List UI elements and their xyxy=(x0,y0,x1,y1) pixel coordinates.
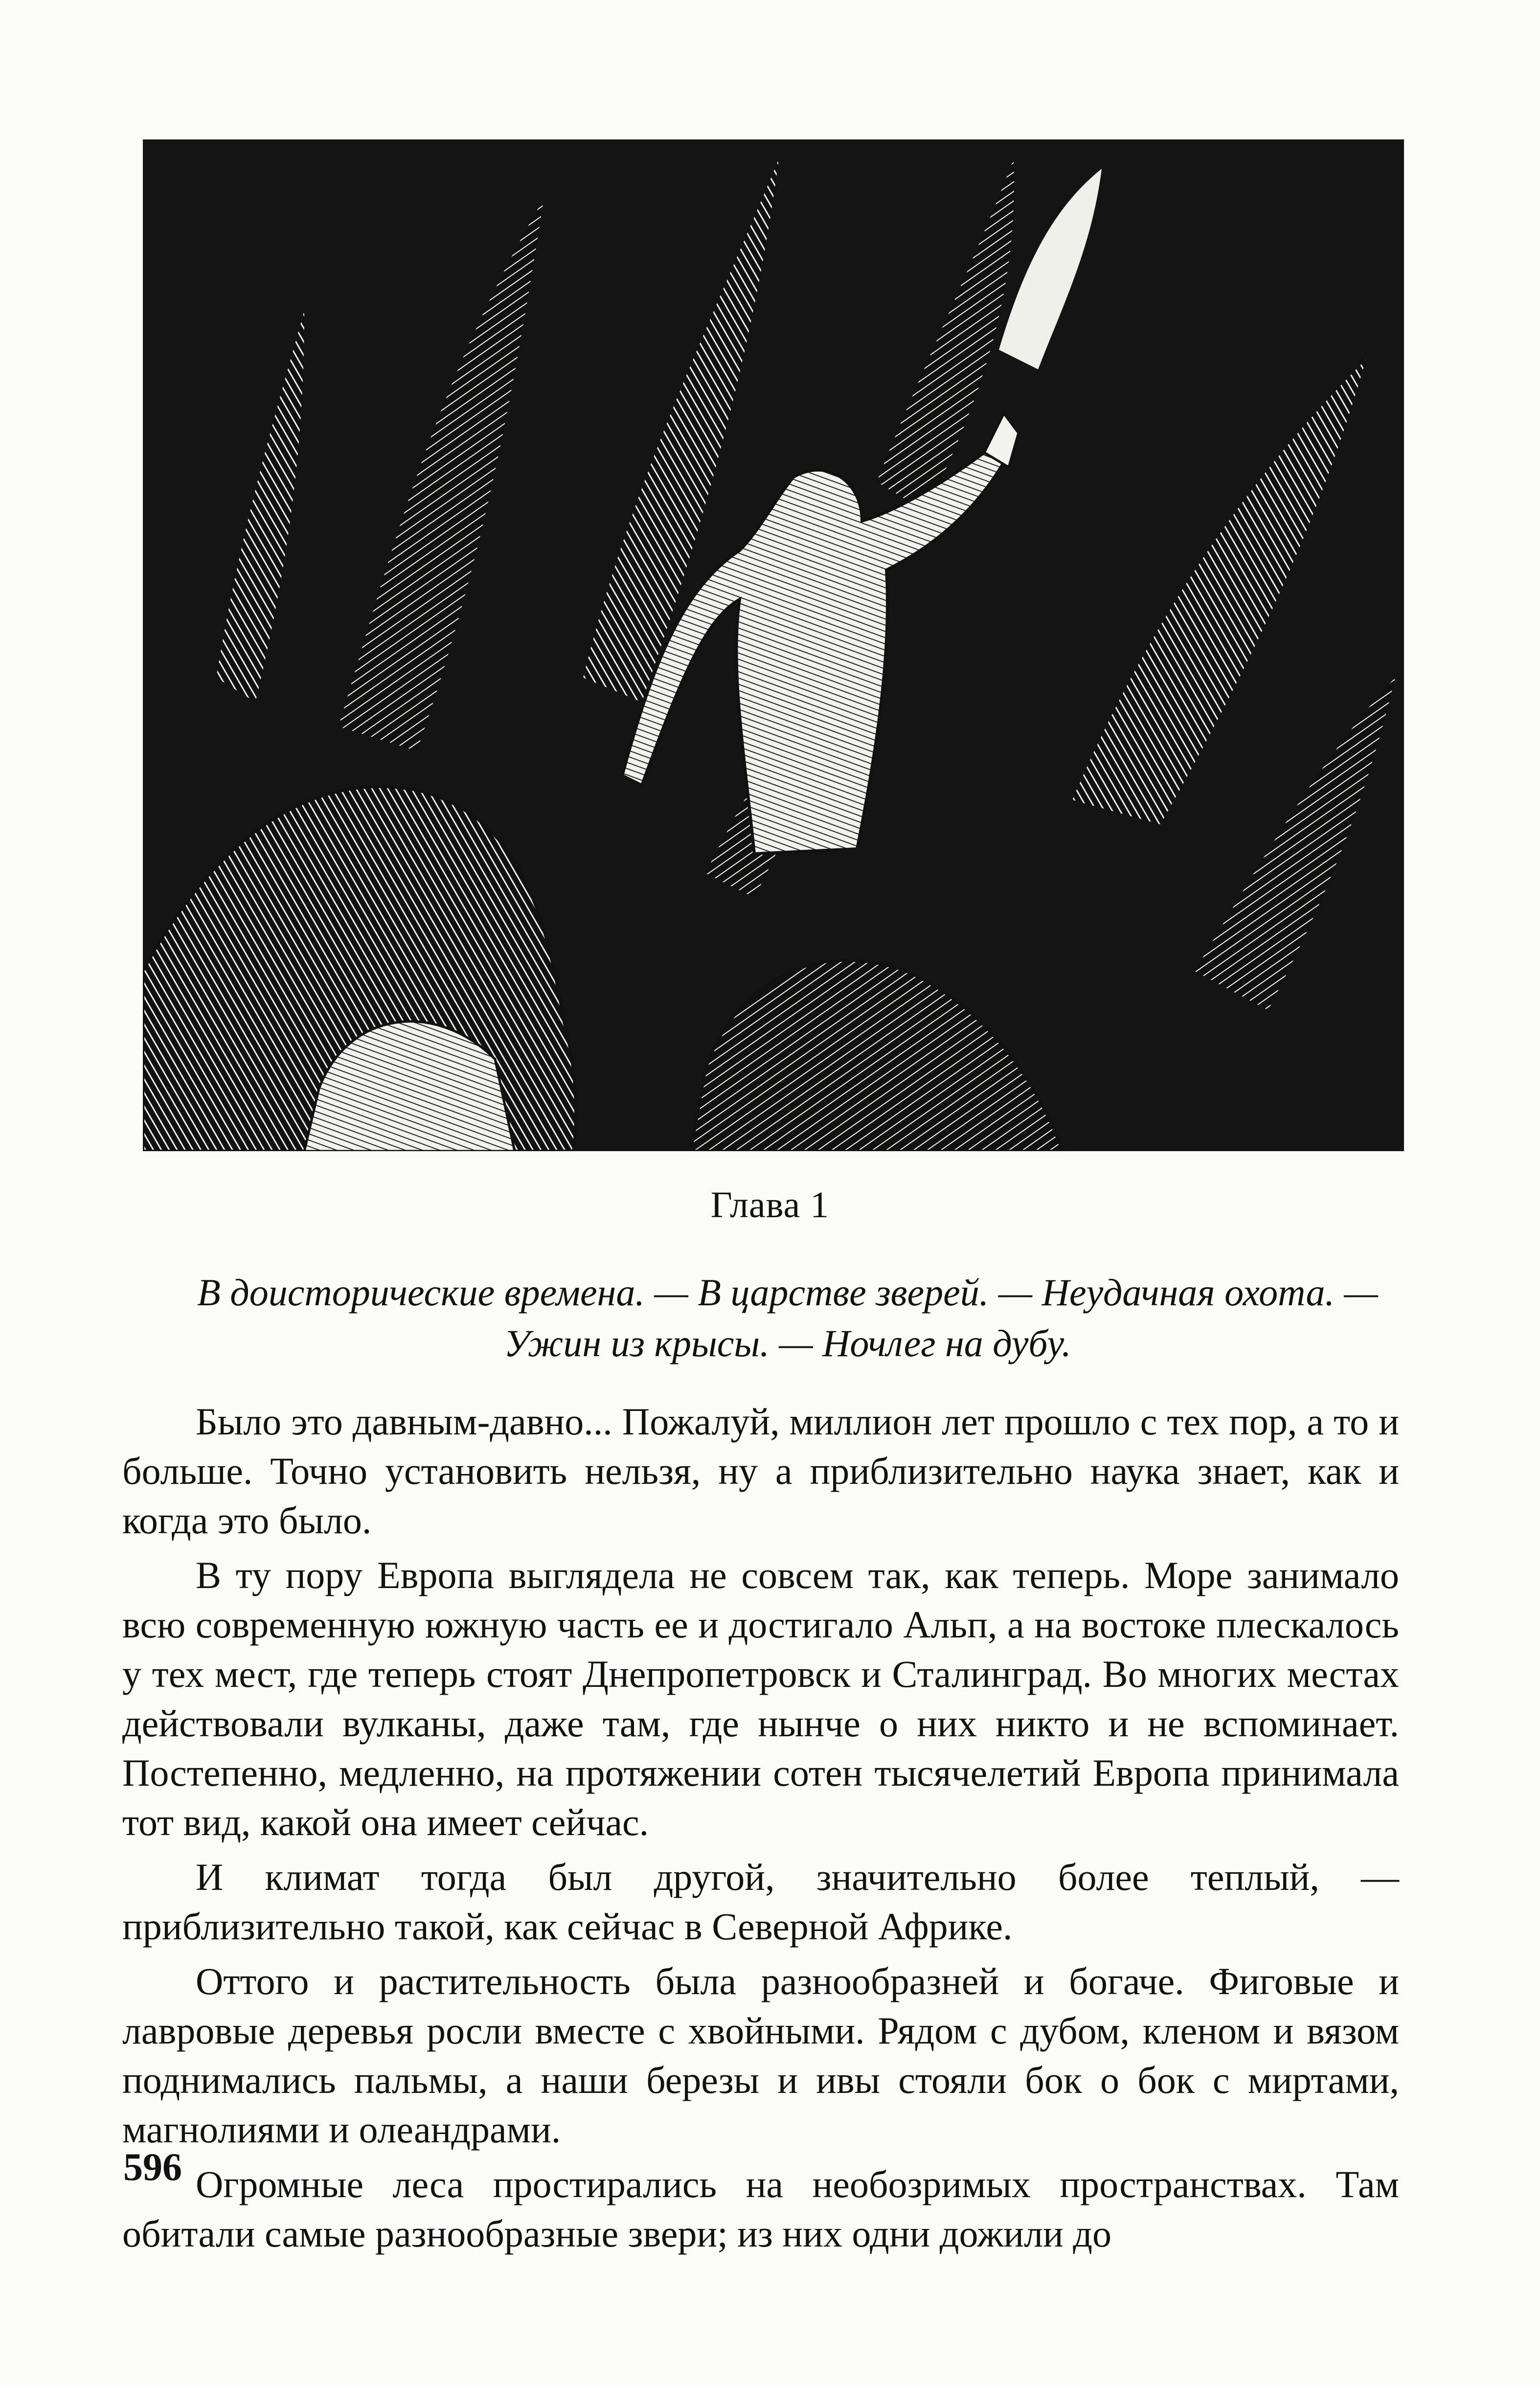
paragraph: И климат тогда был другой, значительно более теплый, — приблизительно такой, как сейчас в Северной Африке. xyxy=(122,1856,1399,1948)
chapter-heading: Глава 1 xyxy=(710,1184,830,1226)
paragraph: Огромные леса простирались на необозримых пространствах. Там обитали самые разнообразные звери; из них одни дожили до xyxy=(122,2163,1399,2255)
paragraph: Оттого и растительность была разнообразней и богаче. Фиговые и лавровые деревья росли вместе с хвойными. Рядом с дубом, кленом и вязом поднимались пальмы, а наши березы и ивы стояли бок о бок с миртами, магнолиями и олеандрами. xyxy=(122,1960,1399,2151)
paragraph: Было это давным-давно... Пожалуй, миллион лет прошло с тех пор, а то и больше. Точно установить нельзя, ну а приблизительно наука знает, как и когда это было. xyxy=(122,1400,1399,1542)
cave-scene-drawing xyxy=(143,139,1404,1151)
chapter-illustration xyxy=(143,139,1404,1151)
page-number: 596 xyxy=(123,2146,182,2189)
paragraph: В ту пору Европа выглядела не совсем так, как теперь. Море занимало всю современную южную часть ее и достигало Альп, а на востоке плескалось у тех мест, где теперь стоят Днепропетровск и Сталинград. Во многих местах действовали вулканы, даже там, где нынче о них никто и не вспоминает. Постепенно, медленно, на протяжении сотен тысячелетий Европа принимала тот вид, какой она имеет сейчас. xyxy=(122,1554,1399,1843)
chapter-subtitle: В доисторические времена. — В царстве зверей. — Неудачная охота. — Ужин из крысы. — Ночлег на дубу. xyxy=(197,1271,1378,1364)
body-text xyxy=(122,1397,1399,2264)
